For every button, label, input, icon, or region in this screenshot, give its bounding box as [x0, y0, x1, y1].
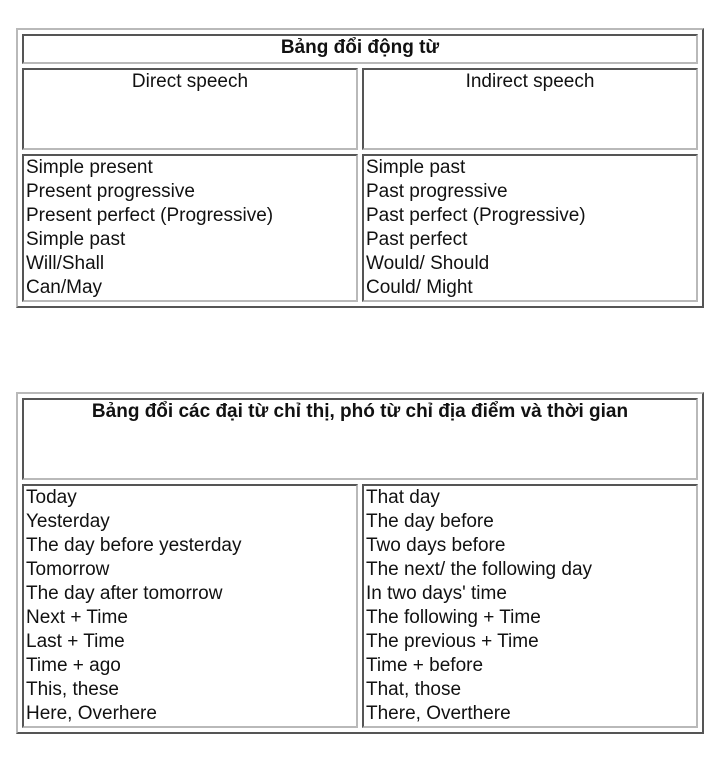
indirect-speech-header: Indirect speech: [362, 68, 698, 150]
list-item: The following + Time: [366, 607, 541, 628]
table-row: [22, 484, 698, 728]
pronoun-table-title: Bảng đổi các đại từ chỉ thị, phó từ chỉ địa điểm và thời gian: [22, 398, 698, 480]
list-item: Time + ago: [26, 655, 121, 676]
list-item: Present perfect (Progressive): [26, 205, 274, 226]
indirect-expression-list: [362, 484, 698, 728]
list-item: That, those: [366, 679, 462, 700]
list-item: Simple present: [26, 157, 153, 178]
list-item: Here, Overhere: [26, 703, 157, 724]
list-item: Past perfect (Progressive): [366, 205, 586, 226]
pronoun-adverb-conversion-table: [16, 392, 704, 734]
list-item: Could/ Might: [366, 277, 473, 298]
table-row: [22, 398, 698, 480]
list-item: The day before: [366, 511, 494, 532]
list-item: Can/May: [26, 277, 103, 298]
verb-conversion-table: [16, 28, 704, 308]
table-row: [22, 34, 698, 64]
direct-expression-list: [22, 484, 358, 728]
list-item: Will/Shall: [26, 253, 105, 274]
list-item: The day after tomorrow: [26, 583, 223, 604]
list-item: Past perfect: [366, 229, 468, 250]
list-item: That day: [366, 487, 440, 508]
list-item: Simple past: [366, 157, 466, 178]
list-item: The next/ the following day: [366, 559, 593, 580]
list-item: Next + Time: [26, 607, 128, 628]
table-row: [22, 68, 698, 150]
list-item: Past progressive: [366, 181, 508, 202]
list-item: This, these: [26, 679, 119, 700]
list-item: Simple past: [26, 229, 126, 250]
list-item: Two days before: [366, 535, 506, 556]
list-item: Yesterday: [26, 511, 110, 532]
list-item: Today: [26, 487, 77, 508]
list-item: In two days' time: [366, 583, 507, 604]
indirect-verb-list: [362, 154, 698, 302]
verb-table-title: Bảng đổi động từ: [22, 34, 698, 64]
list-item: Tomorrow: [26, 559, 110, 580]
list-item: Last + Time: [26, 631, 125, 652]
list-item: Time + before: [366, 655, 484, 676]
direct-verb-list: [22, 154, 358, 302]
list-item: Present progressive: [26, 181, 195, 202]
list-item: Would/ Should: [366, 253, 490, 274]
list-item: There, Overthere: [366, 703, 511, 724]
list-item: The day before yesterday: [26, 535, 242, 556]
list-item: The previous + Time: [366, 631, 539, 652]
table-row: [22, 154, 698, 302]
direct-speech-header: Direct speech: [22, 68, 358, 150]
